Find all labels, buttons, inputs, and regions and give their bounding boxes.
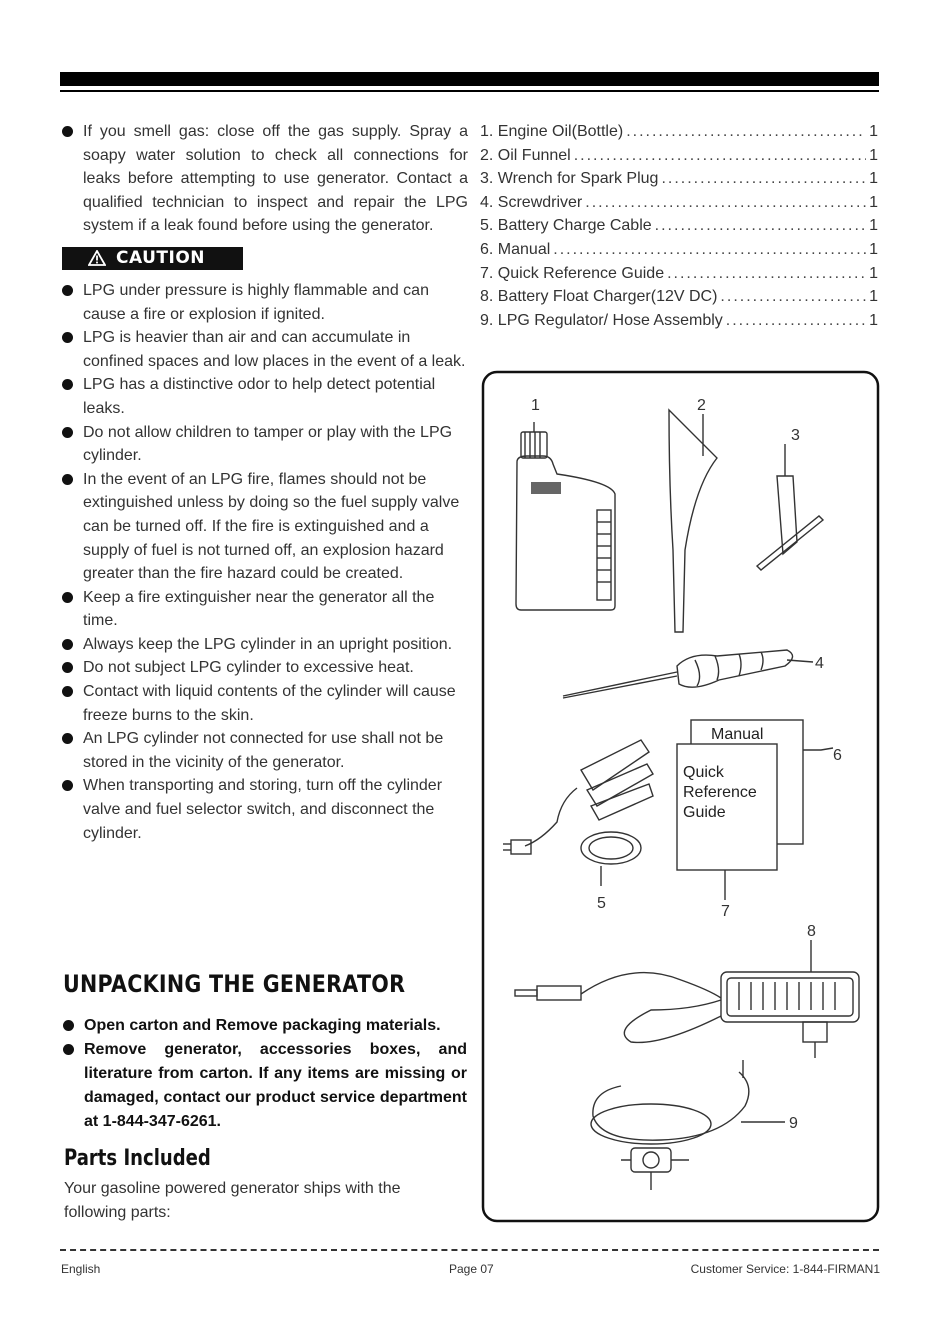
- caution-bullet: In the event of an LPG fire, flames should not be extinguished unless by doing so the fuel supply valve can be turned off. If the fire is extinguished and a supply of fuel is not turned off, an explosion hazard greater than the fire hazard could be created.: [62, 468, 468, 586]
- footer-customer-service: Customer Service: 1-844-FIRMAN1: [690, 1262, 880, 1276]
- part-quantity: 1: [869, 123, 878, 140]
- parts-heading: Parts Included: [64, 1146, 211, 1171]
- parts-list-item: [480, 144, 878, 168]
- part-label: 1. Engine Oil(Bottle): [480, 123, 624, 140]
- bullet-icon: [62, 474, 73, 485]
- bullet-icon: [62, 332, 73, 343]
- unpacking-list: [63, 1014, 467, 1134]
- bullet-icon: [62, 686, 73, 697]
- part-quantity: 1: [869, 311, 878, 329]
- bullet-icon: [62, 592, 73, 603]
- dot-leader: [585, 191, 866, 215]
- gas-smell-bullet: If you smell gas: close off the gas supply. Spray a soapy water solution to check all connections for leaks before attempting to use generator. Contact a qualified technician to inspect and repair the LPG system if a leak found before using the generator.: [62, 120, 468, 238]
- guide-label-1: Quick: [683, 764, 724, 781]
- dot-leader: [655, 214, 866, 238]
- parts-list-item: [480, 285, 878, 309]
- caution-list: [62, 279, 468, 845]
- callout-1: 1: [531, 397, 540, 414]
- part-label: 6. Manual: [480, 240, 551, 258]
- caution-bullet: Do not allow children to tamper or play with the LPG cylinder.: [62, 421, 468, 468]
- callout-7: 7: [721, 903, 730, 920]
- part-label: 2. Oil Funnel: [480, 146, 571, 164]
- callout-6: 6: [833, 747, 842, 764]
- guide-label-2: Reference: [683, 784, 757, 801]
- part-label: 9. LPG Regulator/ Hose Assembly: [480, 311, 723, 329]
- caution-bullet: Do not subject LPG cylinder to excessive heat.: [62, 656, 468, 680]
- part-quantity: 1: [869, 288, 878, 306]
- dot-leader: [626, 120, 866, 144]
- parts-list-item: [480, 262, 878, 286]
- manual-label: Manual: [711, 726, 764, 743]
- part-label: 4. Screwdriver: [480, 193, 583, 211]
- part-quantity: 1: [869, 193, 878, 211]
- parts-list-item: [480, 309, 878, 333]
- lpg-regulator-icon: [591, 1060, 785, 1190]
- guide-label-3: Guide: [683, 804, 726, 821]
- parts-intro: Your gasoline powered generator ships with the following parts:: [64, 1180, 401, 1221]
- parts-illustration: [481, 370, 880, 1223]
- part-quantity: 1: [869, 146, 878, 164]
- parts-list-item: [480, 167, 878, 191]
- safety-section: [62, 120, 468, 845]
- part-label: 3. Wrench for Spark Plug: [480, 170, 659, 188]
- float-charger-icon: [515, 940, 859, 1058]
- gas-warning-list: [62, 120, 468, 238]
- caution-bullet: LPG under pressure is highly flammable and can cause a fire or explosion if ignited.: [62, 279, 468, 326]
- caution-bullet: Always keep the LPG cylinder in an upright position.: [62, 633, 468, 657]
- part-quantity: 1: [869, 240, 878, 258]
- screwdriver-icon: [563, 650, 813, 698]
- dot-leader: [726, 309, 866, 333]
- parts-list: [480, 120, 878, 332]
- funnel-icon: [669, 410, 717, 632]
- dot-leader: [661, 167, 866, 191]
- caution-bullet: LPG has a distinctive odor to help detect potential leaks.: [62, 373, 468, 420]
- parts-list-item: [480, 214, 878, 238]
- caution-bullet: Keep a fire extinguisher near the generator all the time.: [62, 586, 468, 633]
- warning-triangle-icon: [88, 250, 106, 266]
- bullet-icon: [62, 733, 73, 744]
- part-quantity: 1: [869, 217, 878, 235]
- bullet-icon: [62, 780, 73, 791]
- part-quantity: 1: [869, 170, 878, 188]
- part-quantity: 1: [869, 264, 878, 282]
- bullet-icon: [62, 662, 73, 673]
- caution-bullet: Contact with liquid contents of the cylinder will cause freeze burns to the skin.: [62, 680, 468, 727]
- callout-2: 2: [697, 397, 706, 414]
- caution-bullet: When transporting and storing, turn off the cylinder valve and fuel selector switch, and disconnect the cylinder.: [62, 774, 468, 845]
- parts-list-item: [480, 238, 878, 262]
- callout-3: 3: [791, 427, 800, 444]
- part-label: 5. Battery Charge Cable: [480, 217, 652, 235]
- callout-4: 4: [815, 655, 824, 672]
- dot-leader: [574, 144, 866, 168]
- unpacking-bullet: Open carton and Remove packaging materials.: [63, 1014, 467, 1038]
- dot-leader: [667, 262, 866, 286]
- header-bar: [60, 72, 879, 86]
- callout-8: 8: [807, 923, 816, 940]
- callout-5: 5: [597, 895, 606, 912]
- caution-banner: [62, 247, 243, 270]
- parts-list-item: [480, 120, 878, 144]
- oil-bottle-icon: [516, 422, 615, 610]
- bullet-icon: [62, 639, 73, 650]
- footer-page-number: Page 07: [449, 1262, 494, 1276]
- bullet-icon: [63, 1044, 74, 1055]
- callout-9: 9: [789, 1115, 798, 1132]
- dot-leader: [720, 285, 866, 309]
- parts-list-item: [480, 191, 878, 215]
- spark-plug-wrench-icon: [757, 444, 823, 570]
- caution-bullet: LPG is heavier than air and can accumulate in confined spaces and low places in the event of a leak.: [62, 326, 468, 373]
- unpacking-bullet: Remove generator, accessories boxes, and literature from carton. If any items are missing or damaged, contact our product service department at 1-844-347-6261.: [63, 1038, 467, 1134]
- bullet-icon: [63, 1020, 74, 1031]
- battery-cable-icon: [503, 740, 653, 886]
- part-label: 7. Quick Reference Guide: [480, 264, 665, 282]
- bullet-icon: [62, 379, 73, 390]
- bullet-icon: [62, 126, 73, 137]
- dot-leader: [553, 238, 866, 262]
- caution-bullet: An LPG cylinder not connected for use shall not be stored in the vicinity of the generator.: [62, 727, 468, 774]
- bullet-icon: [62, 285, 73, 296]
- unpacking-heading: UNPACKING THE GENERATOR: [63, 970, 406, 998]
- bullet-icon: [62, 427, 73, 438]
- part-label: 8. Battery Float Charger(12V DC): [480, 288, 718, 306]
- caution-label: CAUTION: [116, 248, 206, 269]
- footer-rule: [60, 1249, 879, 1251]
- header-rule: [60, 90, 879, 92]
- footer-language: English: [61, 1262, 101, 1276]
